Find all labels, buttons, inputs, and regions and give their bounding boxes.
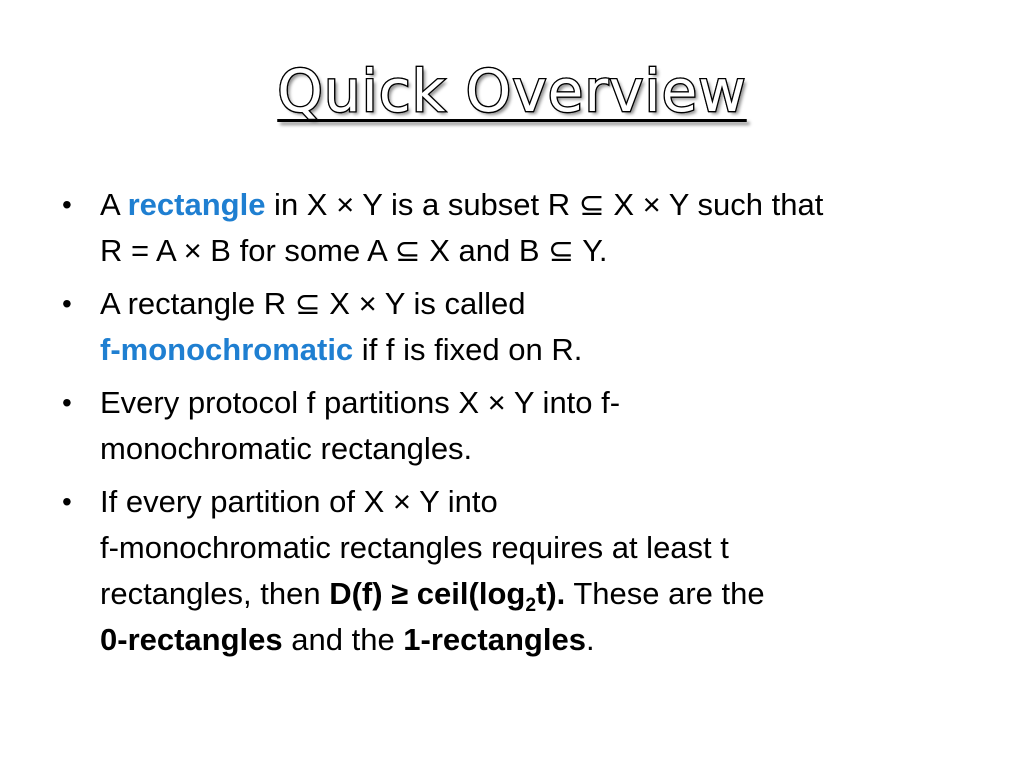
bullet-list (62, 182, 974, 670)
keyword-f-monochromatic: f-monochromatic (100, 332, 354, 367)
bullet-4-line-1: If every partition of X × Y into (100, 484, 498, 519)
bullet-icon: • (62, 189, 72, 220)
bullet-4-line-2: f-monochromatic rectangles requires at least t (100, 530, 729, 565)
keyword-rectangle: rectangle (127, 187, 266, 222)
bullet-1-line-2: R = A × B for some A ⊆ X and B ⊆ Y. (100, 233, 608, 268)
bullet-4-line-3-suffix: These are the (565, 576, 765, 611)
bullet-item-monochromatic (62, 281, 974, 373)
bullet-3-line-1: Every protocol f partitions X × Y into f- (100, 385, 621, 420)
slide-title (0, 58, 1024, 125)
bullet-2-line-2-rest: if f is fixed on R. (353, 332, 583, 367)
bullet-3-line-2: monochromatic rectangles. (100, 431, 473, 466)
term-0-rectangles: 0-rectangles (100, 622, 283, 657)
bullet-4-period: . (585, 622, 595, 657)
formula-part-1: D(f) ≥ ceil(log (329, 576, 526, 611)
bullet-item-rectangle (62, 182, 974, 274)
bullet-item-lower-bound (62, 479, 974, 663)
bullet-4-connector: and the (282, 622, 404, 657)
bullet-icon: • (62, 288, 72, 319)
slide-title-text: Quick Overview (277, 57, 747, 125)
bullet-item-partitions (62, 380, 974, 472)
formula-lower-bound (329, 576, 566, 617)
bullet-2-line-1: A rectangle R ⊆ X × Y is called (100, 286, 526, 321)
formula-subscript: 2 (525, 595, 537, 617)
bullet-icon: • (62, 387, 72, 418)
bullet-icon: • (62, 486, 72, 517)
bullet-1-prefix: A (100, 187, 128, 222)
formula-part-2: t). (536, 576, 566, 611)
bullet-4-line-3-prefix: rectangles, then (100, 576, 330, 611)
bullet-1-line-1-rest: in X × Y is a subset R ⊆ X × Y such that (265, 187, 824, 222)
term-1-rectangles: 1-rectangles (403, 622, 586, 657)
